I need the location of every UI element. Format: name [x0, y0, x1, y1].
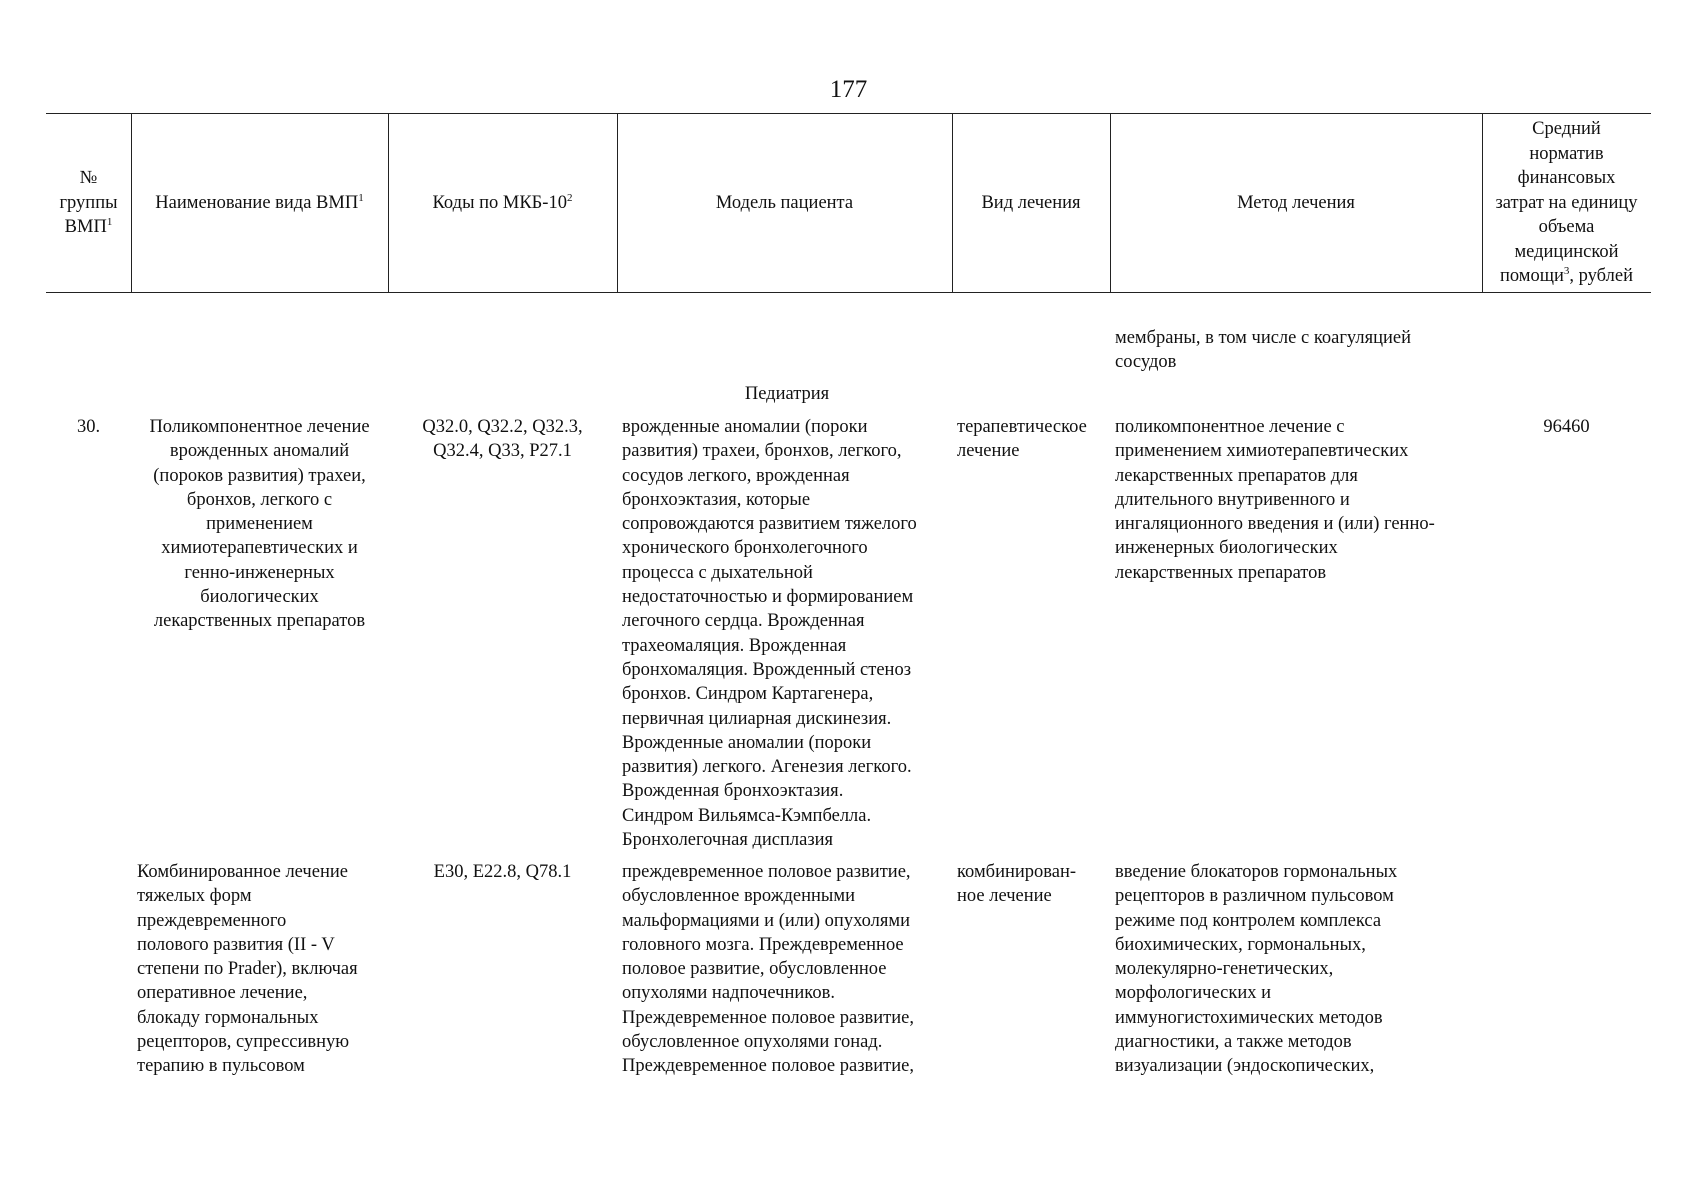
row-average-cost: 96460	[1543, 417, 1590, 437]
row-vmp-name: Комбинированное лечение тяжелых форм преждевременного полового развития (II - V степени по Prader), включая оперативное лечение, блокаду гормональных рецепторов, супрессивную терапию в пульсовом	[137, 862, 358, 1077]
section-title: Педиатрия	[744, 384, 830, 404]
row-treatment-type: комбинирован- ное лечение	[957, 862, 1077, 907]
table-header	[46, 113, 1651, 293]
header-treatment-method: Метод лечения	[1237, 192, 1355, 213]
row-vmp-name: Поликомпонентное лечение врожденных аномалий (пороков развития) трахеи, бронхов, легкого с применением химиотерапевтических и генно-инженерных биологических лекарственных препаратов	[149, 417, 370, 632]
header-treatment-type: Вид лечения	[981, 192, 1081, 213]
row-icd-codes: E30, E22.8, Q78.1	[433, 862, 572, 882]
page-number: 177	[829, 76, 868, 103]
header-vmp-name: Наименование вида ВМП$^1$	[155, 191, 364, 213]
continuation-method-text: мембраны, в том числе с коагуляцией сосудов	[1115, 328, 1412, 373]
row-treatment-method: поликомпонентное лечение с применением химиотерапевтических лекарственных препаратов для длительного внутривенного и ингаляционного введения и (или) генно- инженерных биологических лекарственных препаратов	[1115, 417, 1435, 583]
row-group-number: 30.	[76, 417, 101, 437]
header-group-number: № группы ВМП$^1$	[59, 168, 118, 238]
header-icd-codes: Коды по МКБ-$10^2$	[432, 191, 573, 213]
row-patient-model: врожденные аномалии (пороки развития) трахеи, бронхов, легкого, сосудов легкого, врожденная бронхоэктазия, которые сопровождаются развитием тяжелого хронического бронхолегочного процесса с дыхательной недостаточностью и формированием легочного сердца. Врожденная трахеомаляция. Врожденная бронхомаляция. Врожденный стеноз бронхов. Синдром Картагенера, первичная цилиарная дискинезия. Врожденные аномалии (пороки развития) легкого. Агенезия легкого. Врожденная бронхоэктазия. Синдром Вильямса-Кэмпбелла. Бронхолегочная дисплазия	[622, 417, 917, 851]
header-patient-model: Модель пациента	[715, 192, 854, 213]
header-average-cost: Средний норматив финансовых затрат на единицу объема медицинской помощи$^3$, рублей	[1495, 119, 1638, 287]
row-patient-model: преждевременное половое развитие, обусловленное врожденными мальформациями и (или) опухолями головного мозга. Преждевременное половое развитие, обусловленное опухолями надпочечников. Преждевременное половое развитие, обусловленное опухолями гонад. Преждевременное половое развитие,	[622, 862, 914, 1077]
row-icd-codes: Q32.0, Q32.2, Q32.3, Q32.4, Q33, P27.1	[422, 417, 583, 462]
row-treatment-type: терапевтическое лечение	[957, 417, 1087, 462]
row-treatment-method: введение блокаторов гормональных рецепторов в различном пульсовом режиме под контролем комплекса биохимических, гормональных, молекулярно-генетических, морфологических и иммуногистохимических методов диагностики, а также методов визуализации (эндоскопических,	[1115, 862, 1398, 1077]
